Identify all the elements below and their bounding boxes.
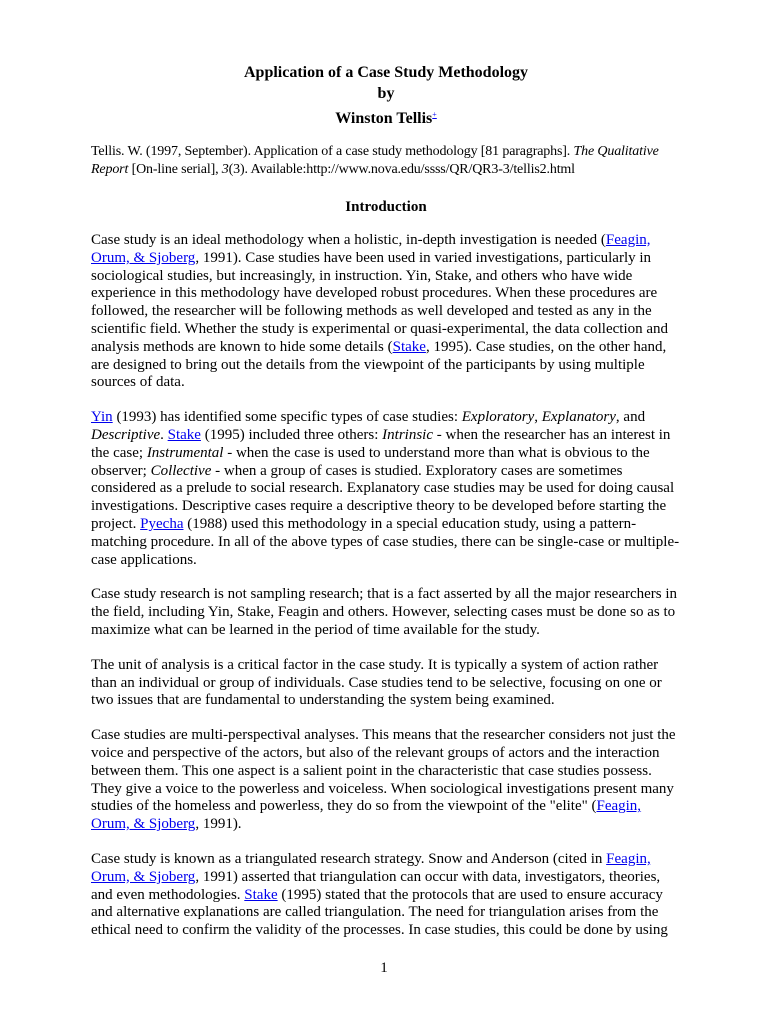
author-line (91, 104, 681, 129)
term-collective: Collective (150, 462, 212, 479)
citation-journal: The Qualitative Report (91, 144, 659, 177)
paragraph-3: Case study research is not sampling research; that is a fact asserted by all the major researchers in the field, including Yin, Stake, Feagin and others. However, selecting cases must be done so as to maximize what can be learned in the period of time available for the study. (91, 586, 678, 638)
ref-link-stake[interactable]: Stake (392, 338, 426, 355)
citation-text: (3). Available:http://www.nova.edu/ssss/QR/QR3-3/tellis2.html (228, 161, 575, 177)
paragraph-4: The unit of analysis is a critical factor in the case study. It is typically a system of action rather than an individual or group of individuals. Case studies tend to be selective, focusing on one or two issues that are fundamental to understanding the system being examined. (91, 656, 662, 709)
paragraph-2 (91, 409, 681, 569)
ref-link-stake[interactable]: Stake (244, 886, 278, 903)
paragraph-text: (1988) used this methodology in a special education study, using a pattern-matching procedure. In all of the above types of case studies, there can be single-case or multiple-case applications. (91, 515, 680, 568)
section-heading-introduction: Introduction (345, 199, 427, 215)
term-exploratory: Exploratory (461, 409, 535, 426)
paragraph-text: (1993) has identified some specific types of case studies: (112, 409, 462, 426)
paragraph-text: , (534, 409, 542, 426)
paragraph-text: Case study is known as a triangulated research strategy. Snow and Anderson (cited in (91, 850, 607, 867)
ref-link-yin[interactable]: Yin (91, 409, 113, 426)
paragraph-6 (91, 851, 681, 940)
term-intrinsic: Intrinsic (382, 426, 434, 443)
paragraph-text: - when the case is used to understand more than what is obvious to the observer; (91, 444, 650, 479)
paragraph-text: - when the researcher has an interest in the case; (91, 426, 671, 461)
paragraph-text: , 1991). (195, 816, 242, 833)
paragraph-text: . (160, 426, 168, 443)
ref-link-pyecha[interactable]: Pyecha (140, 515, 184, 532)
term-descriptive: Descriptive (91, 426, 161, 443)
ref-link-feagin[interactable]: Feagin, Orum, & Sjoberg (91, 850, 651, 885)
paragraph-text: Case study is an ideal methodology when a holistic, in-depth investigation is needed ( (91, 232, 606, 248)
ref-link-stake[interactable]: Stake (167, 426, 201, 443)
citation-text: [On-line serial], (128, 161, 222, 177)
ref-link-feagin[interactable]: Feagin, Orum, & Sjoberg (91, 798, 642, 833)
page-number: 1 (380, 960, 388, 976)
document-page (91, 62, 681, 940)
author-name: Winston Tellis (335, 110, 433, 127)
paragraph-text: , and (615, 409, 646, 426)
paragraph-1 (91, 232, 681, 392)
paragraph-text: (1995) stated that the protocols that are used to ensure accuracy and alternative explanations are called triangulation. The need for triangulation arises from the ethical need to confirm the validity of the processes. In case studies, this could be done by using (91, 886, 668, 939)
term-instrumental: Instrumental (146, 444, 224, 461)
term-explanatory: Explanatory (541, 409, 616, 426)
ref-link-feagin[interactable]: Feagin, Orum, & Sjoberg (91, 232, 651, 266)
citation-text: Tellis. W. (1997, September). Application of a case study methodology [81 paragraphs]. (91, 144, 574, 159)
paragraph-text: Case studies are multi-perspectival analyses. This means that the researcher considers not just the voice and perspective of the actors, but also of the relevant groups of actors and the interaction between them. This one aspect is a salient point in the characteristic that case studies possess. They give a voice to the powerless and voiceless. When sociological investigations present many studies of the homeless and powerless, they do so from the viewpoint of the "elite" ( (91, 727, 676, 815)
paragraph-text: - when a group of cases is studied. Exploratory cases are sometimes considered as a prelude to social research. Explanatory case studies may be used for doing causal investigations. Descriptive cases require a descriptive theory to be developed before starting the project. (91, 462, 675, 532)
author-footnote-link[interactable]: + (432, 110, 437, 119)
title-block (91, 62, 681, 129)
citation (91, 143, 681, 178)
paragraph-text: , 1991) asserted that triangulation can occur with data, investigators, theories, and even methodologies. (91, 868, 661, 903)
citation-volume: 3 (221, 161, 229, 177)
paragraph-text: (1995) included three others: (200, 426, 383, 443)
paragraph-text: , 1991). Case studies have been used in varied investigations, particularly in sociological studies, but increasingly, in instruction. Yin, Stake, and others who have wide experience in this methodology have developed robust procedures. When these procedures are followed, the researcher will be following methods as well developed and tested as any in the scientific field. Whether the study is experimental or quasi-experimental, the data collection and analysis methods are known to hide some details ( (91, 249, 669, 355)
paragraph-5 (91, 727, 681, 834)
page-title: Application of a Case Study Methodology (243, 64, 529, 81)
paragraph-text: , 1995). Case studies, on the other hand, are designed to bring out the details from the viewpoint of the participants by using multiple sources of data. (91, 338, 667, 391)
title-by: by (377, 85, 395, 102)
